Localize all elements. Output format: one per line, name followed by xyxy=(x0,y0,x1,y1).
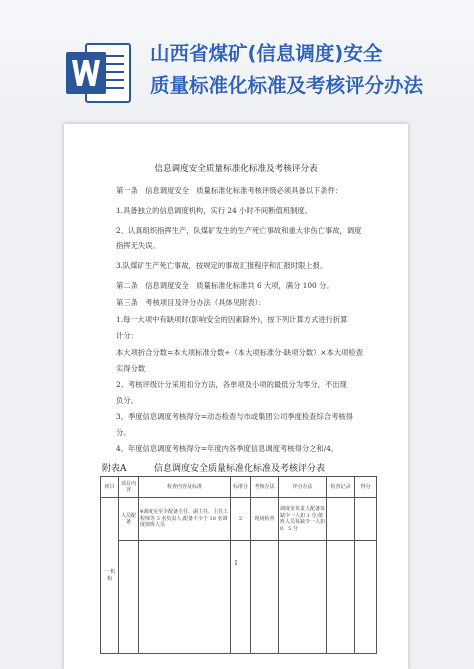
paragraph: 2、认真组织指挥生产，队煤矿发生的生产死亡事故和重大非伤亡事故，调度 xyxy=(116,226,362,235)
paragraph: 3.队煤矿生产死亡事故，按规定的事故汇报程序和汇报时限上报。 xyxy=(116,261,328,270)
document-page xyxy=(64,124,408,669)
word-document-icon xyxy=(64,40,134,106)
paragraph: 1.每一大项中有缺项时(影响安全的因素除外)，按下列计算方式进行折算 xyxy=(116,315,348,324)
column-header: 得分 xyxy=(355,477,377,498)
cell-empty xyxy=(139,541,231,654)
annex-label: 附表A xyxy=(102,464,127,474)
paragraph: 负分。 xyxy=(116,396,138,405)
paragraph: 2、考核评级计分采用扣分方法，各单项及小项的最低分为零分，不出现 xyxy=(116,380,347,389)
paragraph: 第一条 信息调度安全 质量标准化标准考核评级必须具备以下条件： xyxy=(116,186,343,195)
cell-standard: ¥调度室至少配备主任、副主任，主任工程师等 3 名负责人,配备不少于 10 名调度值班人员 xyxy=(139,498,231,541)
table-header-row xyxy=(101,477,377,498)
cell-method: 现场检查 xyxy=(251,498,279,541)
cell-score: 2 xyxy=(231,498,251,541)
title-line-1: 山西省煤矿(信息调度)安全 xyxy=(150,42,383,65)
header-band xyxy=(0,0,474,120)
column-header: 项目 xyxy=(101,477,119,498)
column-header: 标准分 xyxy=(231,477,251,498)
paragraph: 4、年度信息调度考核得分=年度内各季度信息调度考核得分之和/4。 xyxy=(116,444,339,453)
title-line-2: 质量标准化标准及考核评分办法 xyxy=(150,74,424,97)
page-number: 1 xyxy=(234,560,238,567)
paragraph: 分。 xyxy=(116,428,131,437)
cell-empty xyxy=(279,541,327,654)
cell-empty xyxy=(119,541,139,654)
paragraph: 实得分数 xyxy=(116,364,146,373)
paragraph: 本大项折合分数=本大项标准分数÷（本大项标准分-缺项分数）×本大项检查 xyxy=(116,348,364,357)
paragraph: 第三条 考核项目及评分办法（具体见附表）： xyxy=(116,298,266,307)
column-header: 检查内容及标准 xyxy=(139,477,231,498)
cell-rule: 调度室负责人配备每缺少一人扣 1 分;值班人员每缺少一人扣 0．5 分 xyxy=(279,498,327,541)
paragraph: 指挥无失误。 xyxy=(116,241,160,250)
cell-content: 人员配备 xyxy=(119,498,139,541)
cell-empty xyxy=(251,541,279,654)
column-header: 评分办法 xyxy=(279,477,327,498)
cell-record xyxy=(327,498,355,541)
cell-empty xyxy=(355,541,377,654)
paragraph: 1.具备独立的信息调度机构，实行 24 小时不间断值班制度。 xyxy=(116,206,313,215)
column-header: 检查记录 xyxy=(327,477,355,498)
cell-item: 一 机构 xyxy=(101,498,119,654)
paragraph: 第二条 信息调度安全 质量标准化标准共 6 大项，满分 100 分。 xyxy=(116,281,334,290)
annex-heading xyxy=(102,461,372,474)
table-row xyxy=(101,498,377,541)
annex-title: 信息调度安全质量标准化标准及考核评分表 xyxy=(154,464,326,474)
column-header: 项目内容 xyxy=(119,477,139,498)
document-title: 信息调度安全质量标准化标准及考核评分表 xyxy=(154,164,318,174)
table-row xyxy=(101,541,377,654)
column-header: 考核办法 xyxy=(251,477,279,498)
paragraph: 计分： xyxy=(116,331,138,340)
cell-result xyxy=(355,498,377,541)
paragraph: 3、季度信息调度考核得分=动态检查与市或集团公司季度检查综合考核得 xyxy=(116,412,353,421)
cell-empty xyxy=(327,541,355,654)
cell-empty xyxy=(231,541,251,654)
page-title xyxy=(150,38,470,102)
